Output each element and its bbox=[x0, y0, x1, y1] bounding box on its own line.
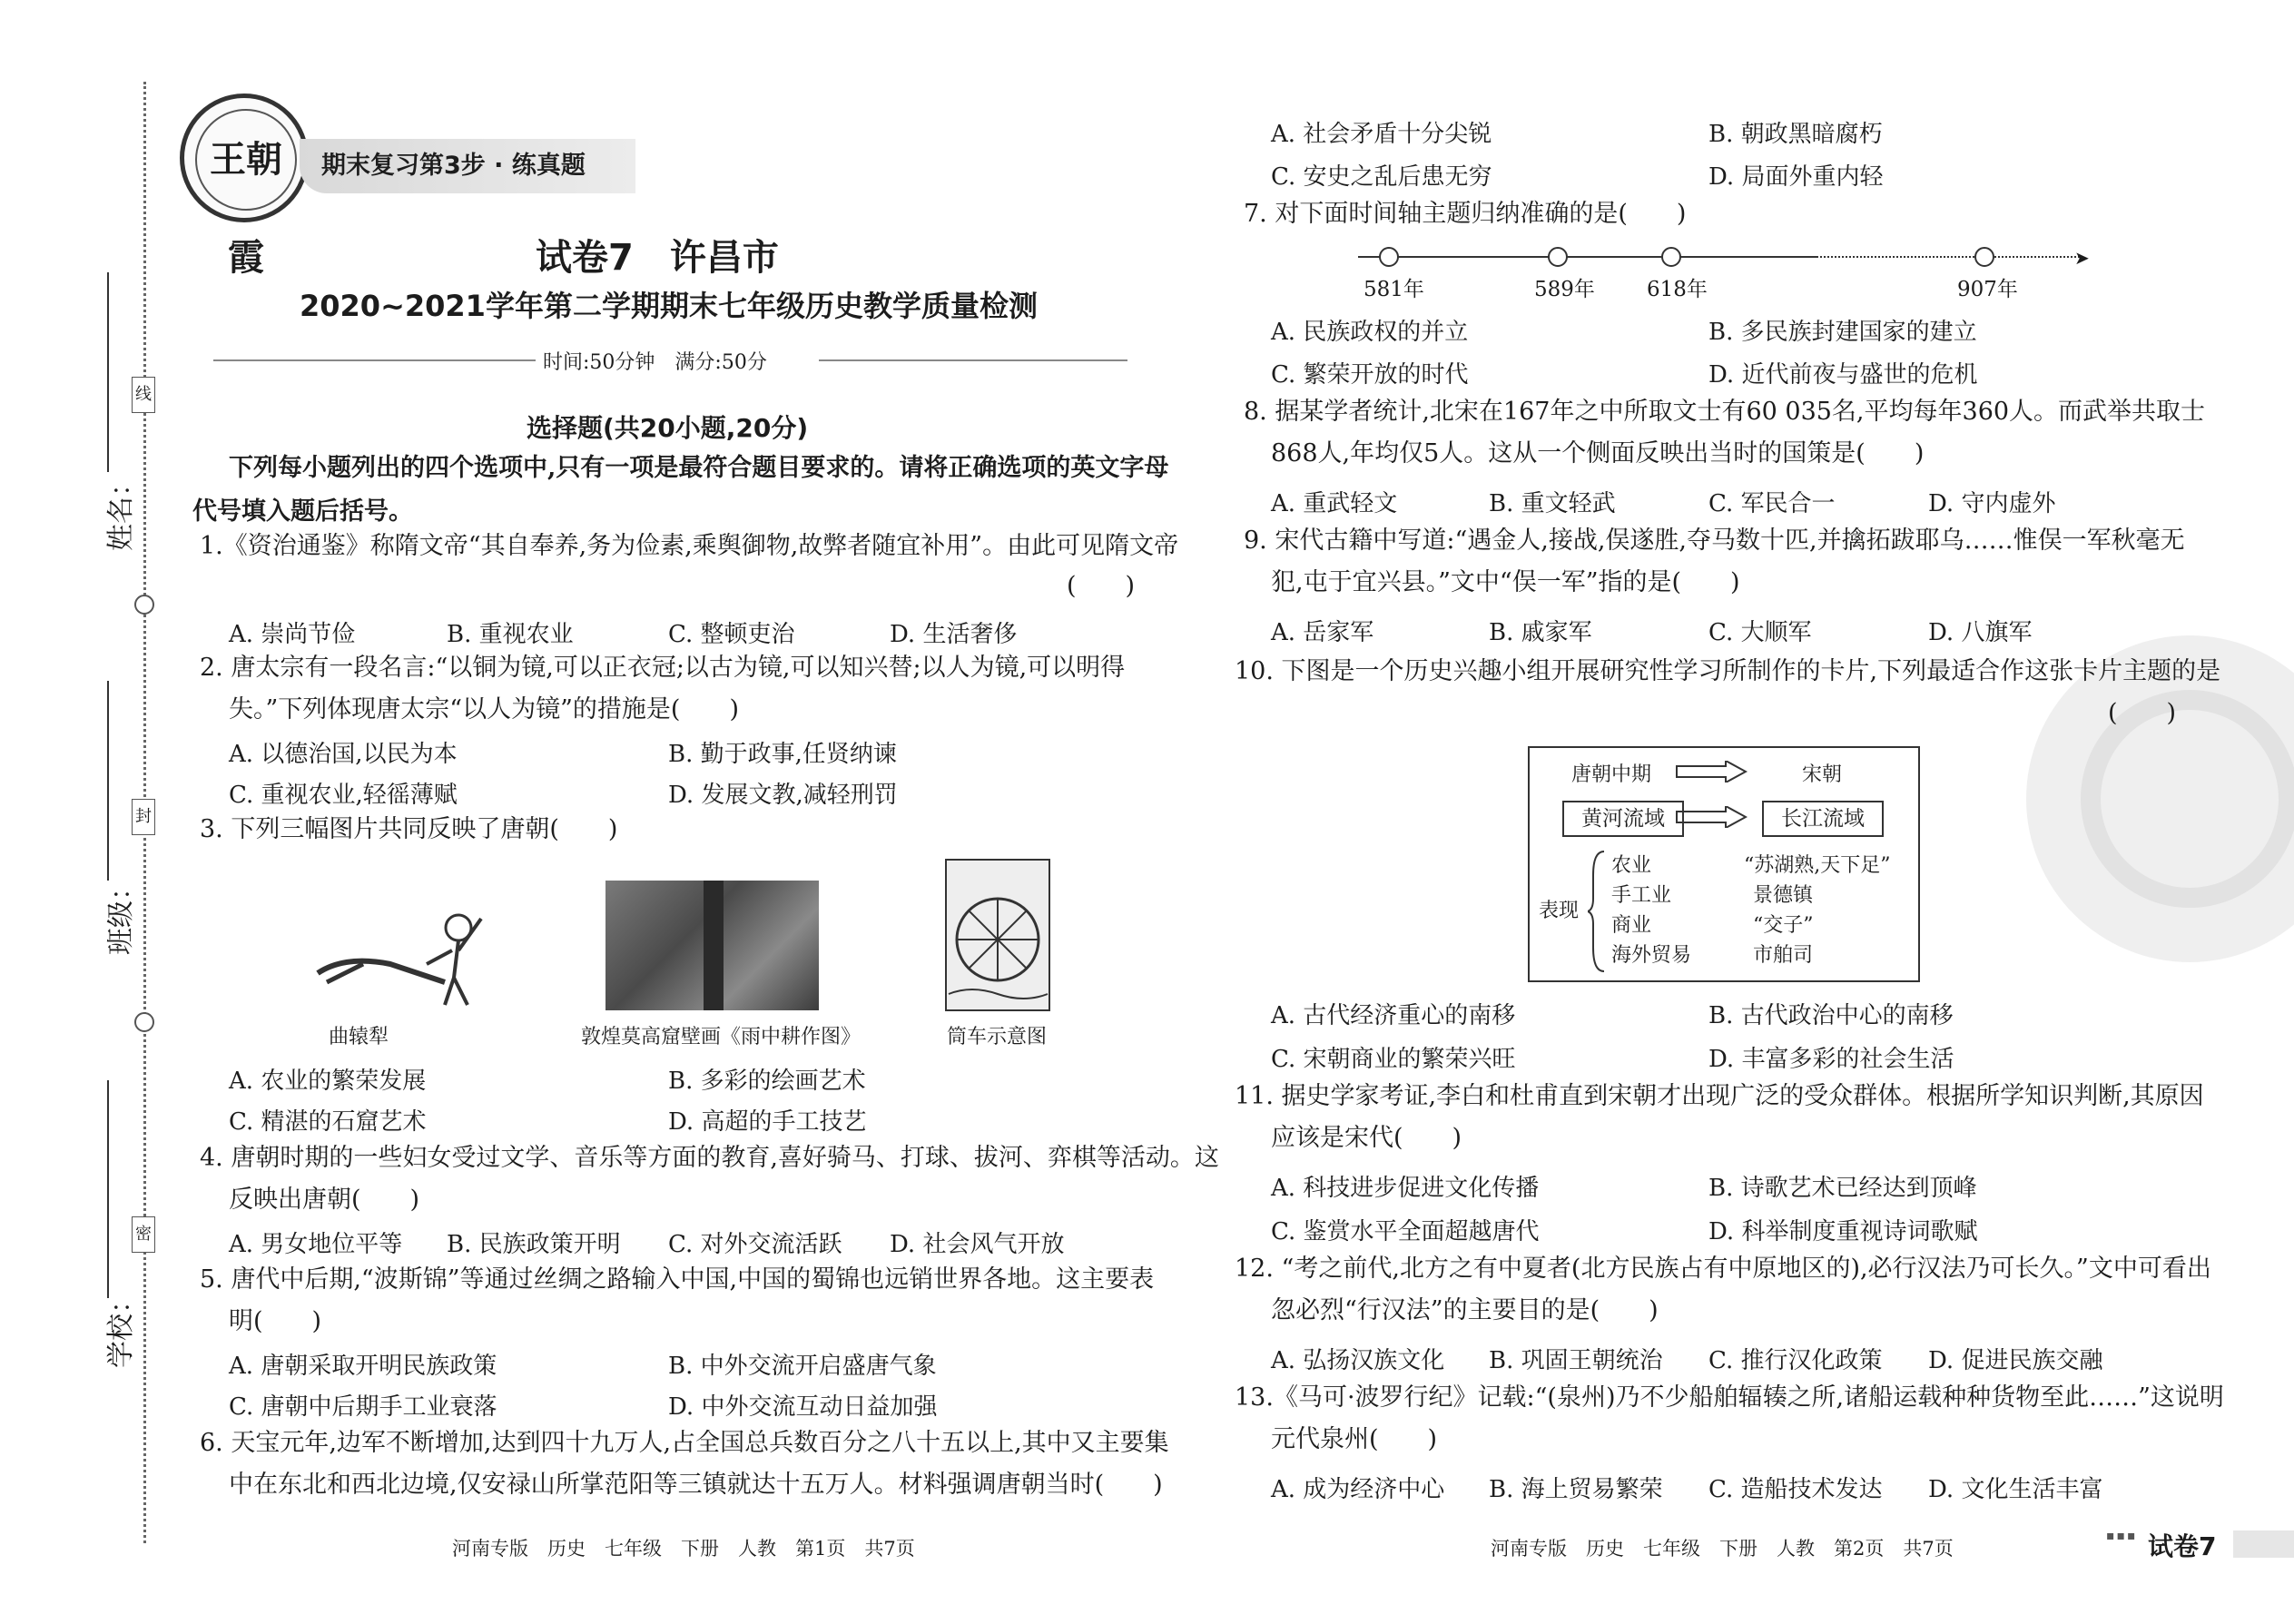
question-2: 2. 唐太宗有一段名言:“以铜为镜,可以正衣冠;以古为镜,可以知兴替;以人为镜,可以明得 bbox=[200, 654, 1126, 682]
step-banner: 期末复习第3步 · 练真题 bbox=[300, 139, 635, 193]
option-b: B. 民族政策开明 bbox=[447, 1231, 621, 1258]
option-c: C. 宋朝商业的繁荣兴旺 bbox=[1271, 1046, 1516, 1073]
school-blank bbox=[107, 1080, 109, 1298]
card-label: 表现 bbox=[1539, 900, 1580, 922]
option-a: A. 弘扬汉族文化 bbox=[1271, 1347, 1445, 1374]
option-d: D. 八旗军 bbox=[1928, 619, 2033, 646]
footer-tab-bar bbox=[2233, 1530, 2294, 1558]
option-a: A. 以德治国,以民为本 bbox=[229, 741, 458, 768]
option-c: C. 造船技术发达 bbox=[1708, 1476, 1883, 1503]
timeline-label: 618年 bbox=[1647, 278, 1708, 301]
option-c: C. 对外交流活跃 bbox=[668, 1231, 842, 1258]
answer-bracket: ( ) bbox=[1067, 572, 1136, 600]
question-10: 10. 下图是一个历史兴趣小组开展研究性学习所制作的卡片,下列最适合作这张卡片主题的是 bbox=[1235, 657, 2221, 685]
school-label: 学校： bbox=[105, 1286, 137, 1368]
timeline-axis bbox=[1358, 256, 1816, 258]
option-b: B. 中外交流开启盛唐气象 bbox=[668, 1353, 937, 1380]
footer-right: 河南专版 历史 七年级 下册 人教 第2页 共7页 bbox=[1491, 1538, 1954, 1560]
timeline-node bbox=[1379, 247, 1399, 267]
card-river-north: 黄河流域 bbox=[1562, 801, 1684, 837]
option-d: D. 促进民族交融 bbox=[1928, 1347, 2103, 1374]
question-4: 4. 唐朝时期的一些妇女受过文学、音乐等方面的教育,喜好骑马、打球、拔河、弈棋等活动。这 bbox=[200, 1144, 1219, 1172]
option-c: C. 重视农业,轻徭薄赋 bbox=[229, 782, 458, 809]
footer-left: 河南专版 历史 七年级 下册 人教 第1页 共7页 bbox=[452, 1538, 915, 1560]
option-b: B. 朝政黑暗腐朽 bbox=[1708, 121, 1883, 148]
option-c: C. 军民合一 bbox=[1708, 490, 1836, 517]
mural-image bbox=[605, 881, 819, 1010]
divider bbox=[819, 359, 1127, 361]
cut-mark-close: 密 bbox=[132, 1216, 155, 1253]
option-c: C. 精湛的石窟艺术 bbox=[229, 1108, 427, 1136]
option-d: D. 社会风气开放 bbox=[890, 1231, 1065, 1258]
option-a: A. 社会矛盾十分尖锐 bbox=[1271, 121, 1492, 148]
exam-subtitle: 2020~2021学年第二学期期末七年级历史教学质量检测 bbox=[300, 289, 1038, 323]
card-row-key: 手工业 bbox=[1611, 884, 1672, 907]
option-b: B. 古代政治中心的南移 bbox=[1708, 1002, 1954, 1029]
option-a: A. 农业的繁荣发展 bbox=[229, 1068, 427, 1095]
question-5-cont: 明( ) bbox=[229, 1307, 322, 1335]
option-a: A. 重武轻文 bbox=[1271, 490, 1398, 517]
option-d: D. 文化生活丰富 bbox=[1928, 1476, 2103, 1503]
option-b: B. 戚家军 bbox=[1489, 619, 1592, 646]
timeline-node bbox=[1974, 247, 1994, 267]
option-d: D. 发展文教,减轻刑罚 bbox=[668, 782, 898, 809]
option-d: D. 科举制度重视诗词歌赋 bbox=[1708, 1218, 1978, 1245]
option-d: D. 守内虚外 bbox=[1928, 490, 2056, 517]
option-a: A. 古代经济重心的南移 bbox=[1271, 1002, 1516, 1029]
arrow-icon bbox=[1675, 806, 1748, 828]
cut-mark-seal: 封 bbox=[132, 799, 155, 835]
option-a: A. 男女地位平等 bbox=[229, 1231, 403, 1258]
option-c: C. 唐朝中后期手工业衰落 bbox=[229, 1393, 497, 1421]
card-row-value: “交子” bbox=[1753, 914, 1814, 937]
option-d: D. 生活奢侈 bbox=[890, 621, 1018, 648]
option-a: A. 岳家军 bbox=[1271, 619, 1374, 646]
instruction-line: 下列每小题列出的四个选项中,只有一项是最符合题目要求的。请将正确选项的英文字母 bbox=[229, 454, 1169, 482]
card-to: 宋朝 bbox=[1802, 763, 1843, 786]
cut-mark-line: 线 bbox=[132, 377, 155, 413]
option-c: C. 推行汉化政策 bbox=[1708, 1347, 1883, 1374]
option-a: A. 唐朝采取开明民族政策 bbox=[229, 1353, 497, 1380]
instruction-line: 代号填入题后括号。 bbox=[192, 497, 413, 526]
timeline-axis-dotted bbox=[1816, 256, 2080, 258]
option-b: B. 重文轻武 bbox=[1489, 490, 1616, 517]
question-5: 5. 唐代中后期,“波斯锦”等通过丝绸之路输入中国,中国的蜀锦也远销世界各地。这主要表 bbox=[200, 1265, 1155, 1294]
image-caption: 曲辕犁 bbox=[329, 1026, 389, 1048]
margin-circle bbox=[134, 595, 154, 615]
question-9-cont: 犯,屯于宜兴县。”文中“俣一军”指的是( ) bbox=[1271, 568, 1740, 596]
option-d: D. 高超的手工技艺 bbox=[668, 1108, 867, 1136]
publisher-logo bbox=[180, 94, 309, 279]
image-caption: 筒车示意图 bbox=[947, 1026, 1048, 1048]
option-a: A. 科技进步促进文化传播 bbox=[1271, 1175, 1540, 1202]
question-12: 12. “考之前代,北方之有中夏者(北方民族占有中原地区的),必行汉法乃可长久。”文中可看出 bbox=[1235, 1255, 2211, 1283]
time-info: 时间:50分钟 满分:50分 bbox=[543, 351, 767, 374]
question-7: 7. 对下面时间轴主题归纳准确的是( ) bbox=[1244, 200, 1687, 228]
card-row-value: 市舶司 bbox=[1753, 944, 1814, 967]
tab-dots: ▪▪▪ bbox=[2106, 1529, 2138, 1543]
card-row-value: 景德镇 bbox=[1753, 884, 1814, 907]
question-11: 11. 据史学家考证,李白和杜甫直到宋朝才出现广泛的受众群体。根据所学知识判断,其原因 bbox=[1235, 1082, 2204, 1110]
option-b: B. 重视农业 bbox=[447, 621, 574, 648]
question-4-cont: 反映出唐朝( ) bbox=[229, 1186, 420, 1214]
option-d: D. 丰富多彩的社会生活 bbox=[1708, 1046, 1954, 1073]
option-a: A. 民族政权的并立 bbox=[1271, 319, 1469, 346]
option-c: C. 鉴赏水平全面超越唐代 bbox=[1271, 1218, 1540, 1245]
card-row-key: 商业 bbox=[1611, 914, 1652, 937]
exam-title: 试卷7 许昌市 bbox=[536, 237, 779, 279]
footer-tab: 试卷7 bbox=[2148, 1531, 2217, 1561]
option-b: B. 多彩的绘画艺术 bbox=[668, 1068, 866, 1095]
card-row-key: 海外贸易 bbox=[1611, 944, 1692, 967]
option-b: B. 勤于政事,任贤纳谏 bbox=[668, 741, 897, 768]
question-13: 13.《马可·波罗行纪》记载:“(泉州)乃不少船舶辐辏之所,诸船运载种种货物至此……”这说明 bbox=[1235, 1383, 2224, 1412]
option-c: C. 繁荣开放的时代 bbox=[1271, 361, 1469, 389]
question-12-cont: 忽必烈“行汉法”的主要目的是( ) bbox=[1271, 1296, 1659, 1324]
card-river-south: 长江流域 bbox=[1762, 801, 1884, 837]
arrow-icon bbox=[1675, 761, 1748, 782]
option-b: B. 巩固王朝统治 bbox=[1489, 1347, 1663, 1374]
option-c: C. 整顿吏治 bbox=[668, 621, 795, 648]
name-blank bbox=[107, 272, 109, 472]
timeline-node bbox=[1661, 247, 1681, 267]
question-6: 6. 天宝元年,边军不断增加,达到四十九万人,占全国总兵数百分之八十五以上,其中又主要集 bbox=[200, 1429, 1169, 1457]
option-d: D. 局面外重内轻 bbox=[1708, 163, 1884, 191]
timeline-label: 589年 bbox=[1534, 278, 1595, 301]
arrow-icon: ➤ bbox=[2074, 247, 2090, 269]
question-8: 8. 据某学者统计,北宋在167年之中所取文士有60 035名,平均每年360人。而武举共取士 bbox=[1244, 398, 2206, 426]
option-b: B. 多民族封建国家的建立 bbox=[1708, 319, 1977, 346]
class-label: 班级： bbox=[105, 873, 137, 955]
question-9: 9. 宋代古籍中写道:“遇金人,接战,俣遂胜,夺马数十匹,并擒拓跋耶乌……惟俣一军秋毫无 bbox=[1244, 527, 2185, 555]
image-caption: 敦煌莫高窟壁画《雨中耕作图》 bbox=[581, 1026, 861, 1048]
card-row-value: “苏湖熟,天下足” bbox=[1744, 854, 1891, 877]
card-from: 唐朝中期 bbox=[1571, 763, 1652, 786]
logo-text: 王朝霞 bbox=[195, 109, 297, 211]
answer-bracket: ( ) bbox=[2108, 699, 2177, 727]
class-blank bbox=[107, 681, 109, 881]
question-11-cont: 应该是宋代( ) bbox=[1271, 1124, 1462, 1152]
brace-icon bbox=[1588, 848, 1606, 975]
section-title: 选择题(共20小题,20分) bbox=[527, 413, 809, 443]
name-label: 姓名： bbox=[105, 469, 137, 551]
timeline-label: 581年 bbox=[1364, 278, 1424, 301]
question-8-cont: 868人,年均仅5人。这从一个侧面反映出当时的国策是( ) bbox=[1271, 439, 1925, 468]
option-b: B. 诗歌艺术已经达到顶峰 bbox=[1708, 1175, 1977, 1202]
card-row-key: 农业 bbox=[1611, 854, 1652, 877]
option-c: C. 安史之乱后患无穷 bbox=[1271, 163, 1492, 191]
question-1: 1.《资治通鉴》称隋文帝“其自奉养,务为俭素,乘舆御物,故弊者随宜补用”。由此可见隋文帝 bbox=[200, 532, 1179, 560]
plough-illustration bbox=[309, 901, 490, 1009]
divider bbox=[213, 359, 536, 361]
question-6-cont: 中在东北和西北边境,仅安禄山所掌范阳等三镇就达十五万人。材料强调唐朝当时( ) bbox=[229, 1471, 1163, 1499]
option-a: A. 成为经济中心 bbox=[1271, 1476, 1445, 1503]
option-a: A. 崇尚节俭 bbox=[229, 621, 356, 648]
timeline-label: 907年 bbox=[1957, 278, 2018, 301]
question-2-cont: 失。”下列体现唐太宗“以人为镜”的措施是( ) bbox=[229, 695, 739, 723]
option-c: C. 大顺军 bbox=[1708, 619, 1812, 646]
option-d: D. 中外交流互动日益加强 bbox=[668, 1393, 938, 1421]
question-13-cont: 元代泉州( ) bbox=[1271, 1425, 1438, 1453]
margin-circle bbox=[134, 1012, 154, 1032]
timeline-node bbox=[1548, 247, 1568, 267]
option-b: B. 海上贸易繁荣 bbox=[1489, 1476, 1663, 1503]
waterwheel-illustration bbox=[944, 858, 1051, 1012]
study-card bbox=[1528, 746, 1920, 982]
option-d: D. 近代前夜与盛世的危机 bbox=[1708, 361, 1978, 389]
question-3: 3. 下列三幅图片共同反映了唐朝( ) bbox=[200, 815, 618, 843]
